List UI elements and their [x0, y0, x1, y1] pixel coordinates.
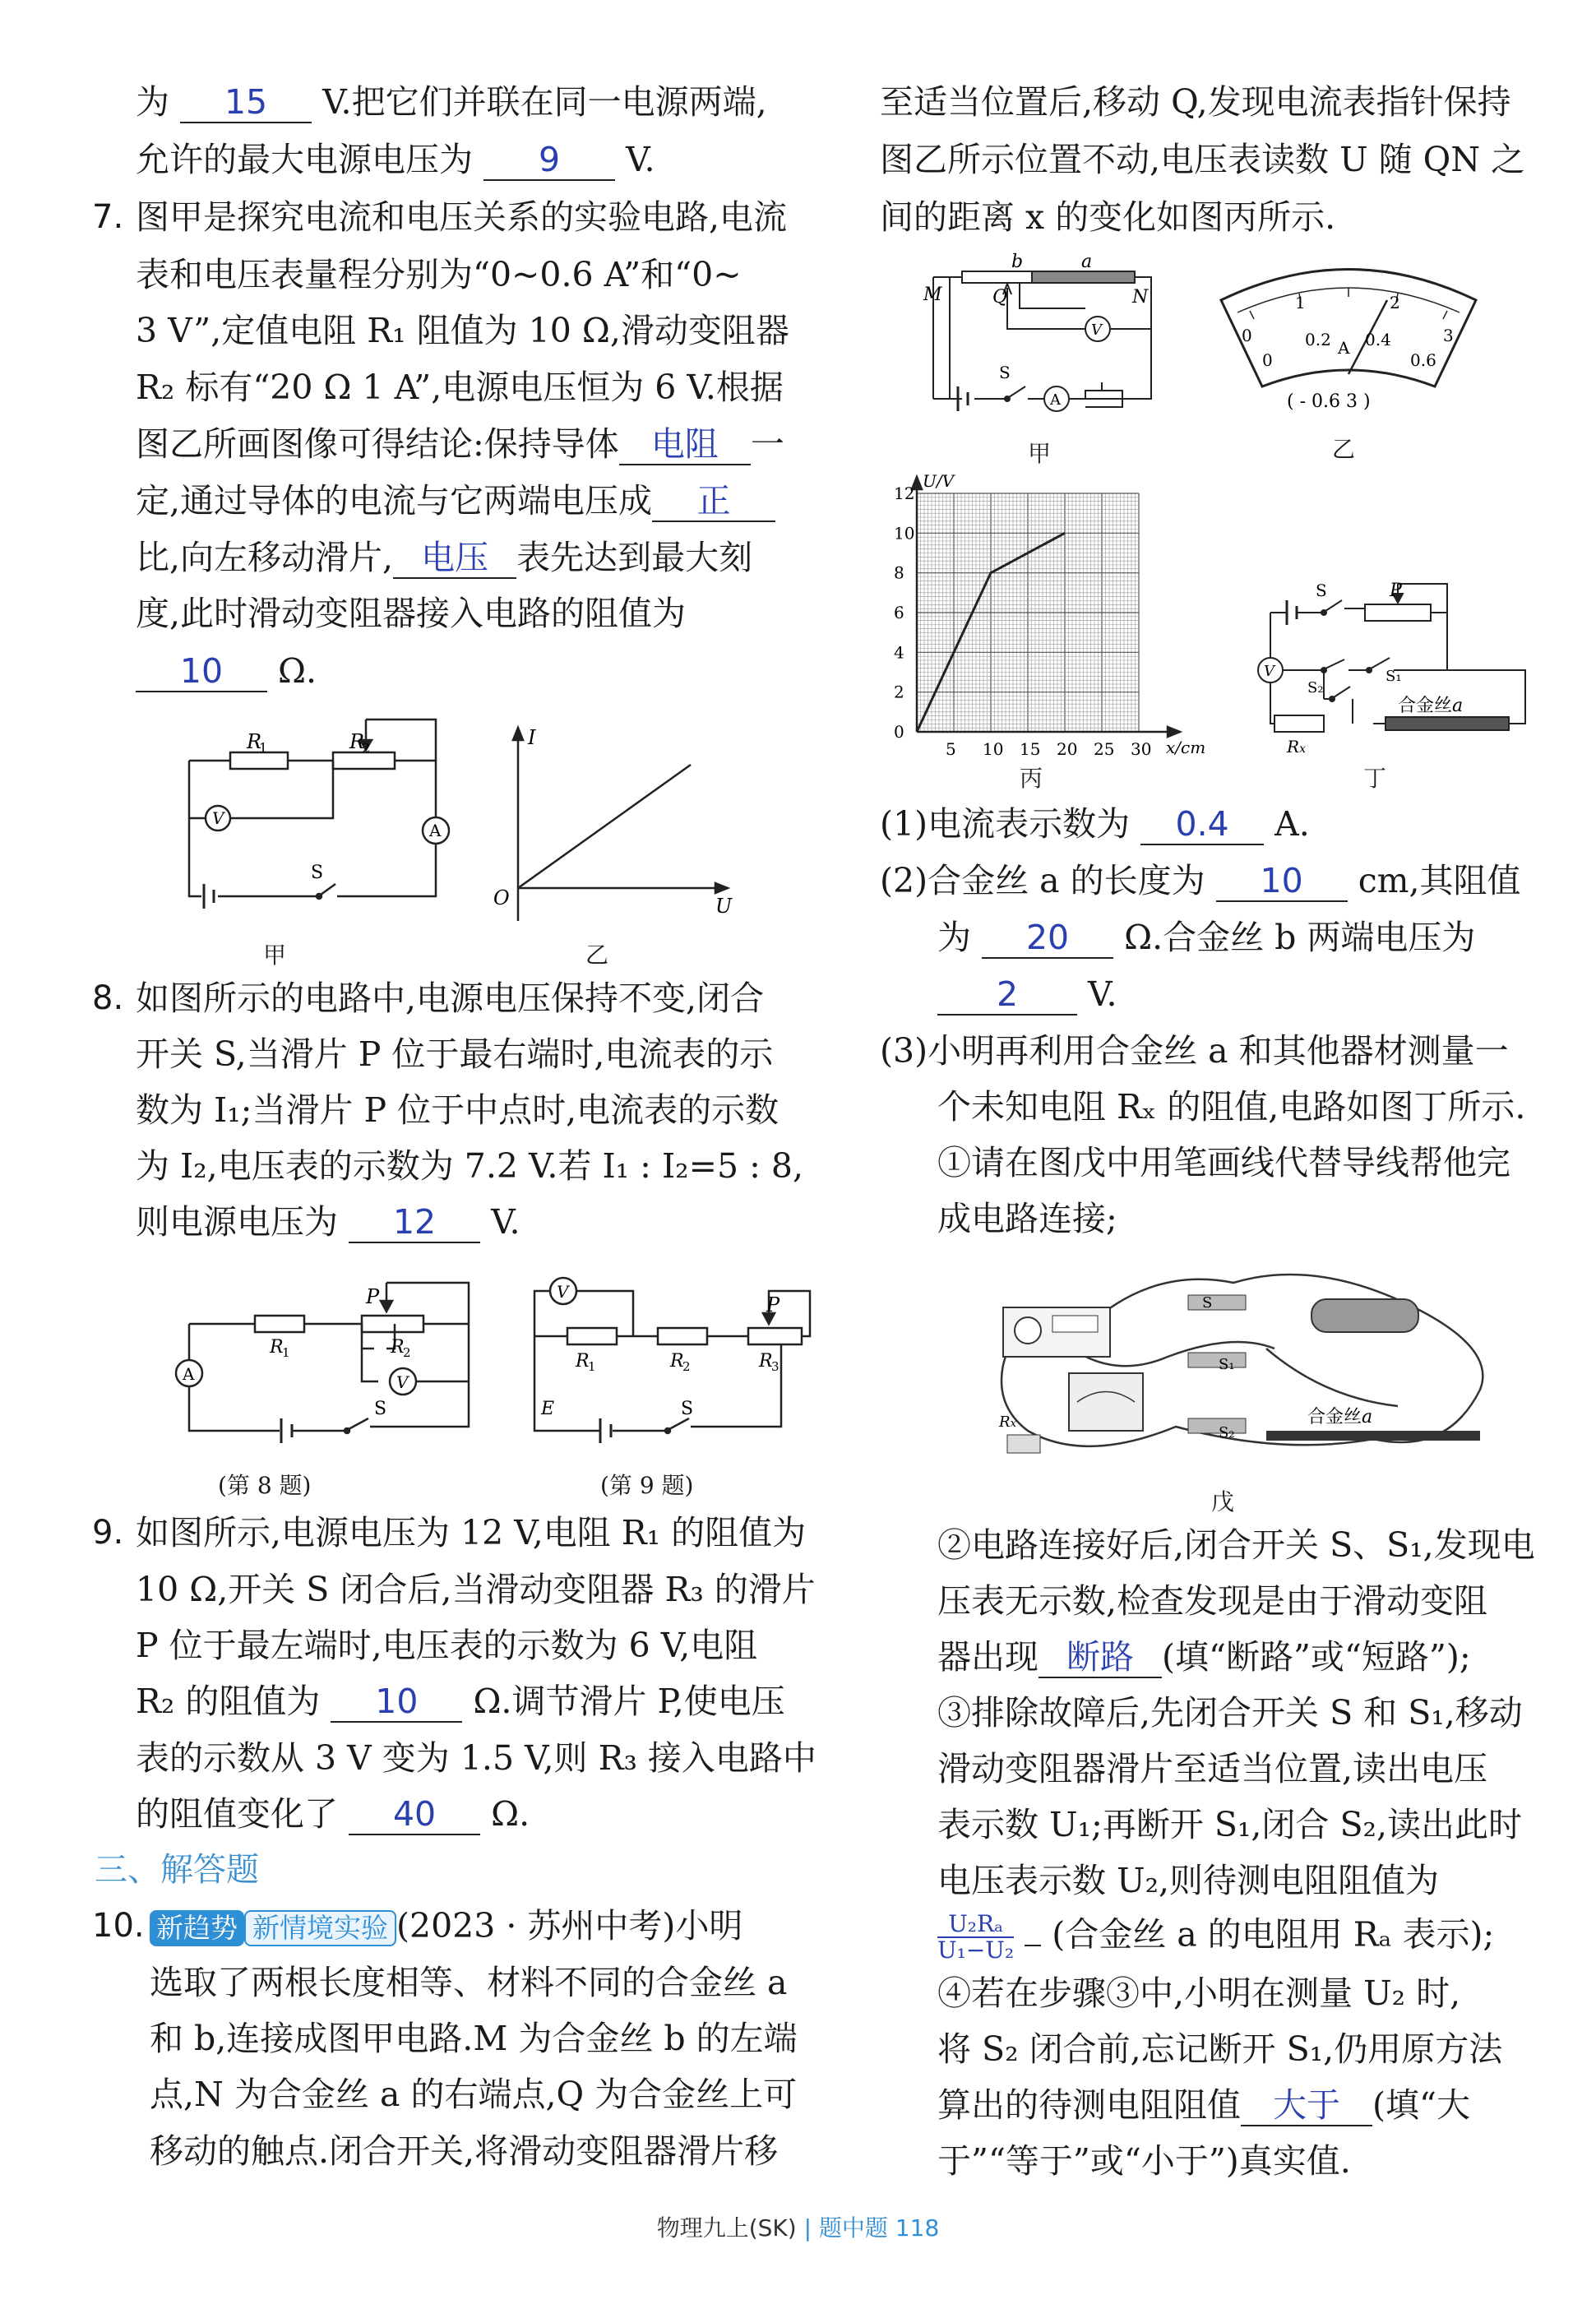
svg-text:R: R — [247, 730, 262, 753]
answer-blank: 40 — [349, 1794, 480, 1835]
step2-line1: ②电路连接好后,闭合开关 S、S₁,发现电 — [937, 1525, 1535, 1565]
svg-text:3: 3 — [771, 1359, 779, 1374]
svg-text:1: 1 — [1295, 293, 1306, 312]
y-tick-label: 2 — [894, 682, 904, 702]
svg-text:b: b — [1011, 252, 1024, 272]
x-tick-label: 10 — [983, 739, 1004, 759]
answer-blank: 正 — [652, 481, 775, 522]
q6-line1: 为 15 V.把它们并联在同一电源两端, — [136, 82, 767, 122]
q7-line9: 10 Ω. — [136, 651, 317, 692]
answer-blank: 9 — [483, 140, 615, 181]
trend-tag: 新趋势 — [150, 1910, 244, 1946]
q8-circuit — [164, 1266, 477, 1455]
q9-number: 9. — [92, 1514, 124, 1552]
answer-blank: 20 — [982, 918, 1113, 959]
svg-text:Rx: Rx — [1287, 737, 1306, 756]
page-number: 118 — [895, 2214, 940, 2242]
part1-line: (1)电流表示数为 0.4 A. — [880, 804, 1310, 844]
svg-text:M: M — [923, 285, 942, 305]
q7-line8: 度,此时滑动变阻器接入电路的阻值为 — [136, 594, 687, 633]
x-tick-label: 20 — [1057, 739, 1078, 759]
svg-text:S: S — [681, 1399, 694, 1419]
svg-text:合金丝a: 合金丝a — [1307, 1407, 1373, 1427]
fig-jia-caption: 甲 — [1028, 440, 1052, 467]
part2-line3: 2 V. — [937, 974, 1117, 1016]
q10-number: 10. — [92, 1907, 145, 1945]
fig-yi-caption: 乙 — [1332, 436, 1356, 463]
svg-text:Rx: Rx — [999, 1413, 1016, 1431]
part2-line2: 为 20 Ω.合金丝 b 两端电压为 — [937, 918, 1476, 957]
svg-text:合金丝a: 合金丝a — [1398, 696, 1464, 716]
q7-graph-yi — [477, 715, 740, 929]
q10-cont-line1: 至适当位置后,移动 Q,发现电流表指针保持 — [880, 82, 1511, 122]
q8-line2: 开关 S,当滑片 P 位于最右端时,电流表的示 — [136, 1034, 774, 1074]
svg-text:S: S — [374, 1399, 387, 1419]
svg-text:( - 0.6 3 ): ( - 0.6 3 ) — [1287, 391, 1371, 412]
answer-blank: 15 — [180, 82, 312, 123]
q7-line2: 表和电压表量程分别为“0~0.6 A”和“0~ — [136, 255, 742, 294]
step2-line3: 器出现 断路 (填“断路”或“短路”); — [937, 1637, 1471, 1677]
step4-line1: ④若在步骤③中,小明在测量 U₂ 时, — [937, 1973, 1461, 2013]
q7-number: 7. — [92, 198, 124, 236]
book-title: 物理九上(SK) — [656, 2214, 797, 2242]
answer-blank: 电阻 — [619, 424, 751, 465]
q10-line2: 选取了两根长度相等、材料不同的合金丝 a — [150, 1963, 788, 2002]
svg-text:E: E — [541, 1399, 555, 1419]
x-tick-label: 15 — [1020, 739, 1041, 759]
y-tick-label: 10 — [894, 523, 915, 544]
svg-text:V: V — [1264, 663, 1274, 680]
step3-line2: 滑动变阻器滑片至适当位置,读出电压 — [937, 1749, 1488, 1788]
q8-line1: 如图所示的电路中,电源电压保持不变,闭合 — [136, 979, 765, 1018]
svg-text:A: A — [1338, 338, 1350, 358]
svg-text:S₂: S₂ — [1307, 679, 1324, 696]
footer-label: 题中题 — [818, 2214, 888, 2242]
q10-line5: 移动的触点.闭合开关,将滑动变阻器滑片移 — [150, 2131, 779, 2171]
q8-fig-caption: (第 8 题) — [218, 1472, 312, 1499]
svg-text:R: R — [576, 1351, 590, 1372]
svg-text:0.6: 0.6 — [1410, 350, 1436, 370]
q9-line6: 的阻值变化了 40 Ω. — [136, 1794, 530, 1834]
y-tick-label: 0 — [894, 722, 904, 742]
q8-line5: 则电源电压为 12 V. — [136, 1202, 520, 1242]
svg-text:S₁: S₁ — [1386, 668, 1402, 685]
q7-line7: 比,向左移动滑片, 电压 表先达到最大刻 — [136, 538, 753, 577]
svg-text:1: 1 — [282, 1345, 290, 1360]
step4-line3: 算出的待测电阻阻值 大于 (填“大 — [937, 2085, 1470, 2125]
section-heading: 三、解答题 — [95, 1851, 259, 1889]
q10-ammeter-yi — [1213, 263, 1484, 428]
q10-circuit-jia — [917, 252, 1246, 428]
q10-line3: 和 b,连接成图甲电路.M 为合金丝 b 的左端 — [150, 2019, 798, 2058]
svg-text:0.4: 0.4 — [1365, 330, 1391, 349]
q8-line3: 数为 I₁;当滑片 P 位于中点时,电流表的示数 — [136, 1090, 779, 1130]
svg-text:1: 1 — [259, 740, 268, 756]
step4-line2: 将 S₂ 闭合前,忘记断开 S₁,仍用原方法 — [937, 2029, 1503, 2069]
y-tick-label: 6 — [894, 603, 904, 622]
graph-ylabel: U/V — [923, 471, 955, 491]
fig-bing-caption: 丙 — [1020, 765, 1043, 792]
q9-line3: P 位于最左端时,电压表的示数为 6 V,电阻 — [136, 1626, 758, 1665]
q7-line3: 3 V”,定值电阻 R₁ 阻值为 10 Ω,滑动变阻器 — [136, 311, 789, 350]
q9-line2: 10 Ω,开关 S 闭合后,当滑动变阻器 R₃ 的滑片 — [136, 1570, 816, 1609]
q9-fig-caption: (第 9 题) — [600, 1472, 694, 1499]
svg-text:O: O — [493, 886, 510, 909]
answer-blank: 大于 — [1241, 2085, 1372, 2126]
q7-line5: 图乙所画图像可得结论:保持导体 电阻 一 — [136, 424, 784, 464]
graph-xlabel: x/cm — [1166, 738, 1206, 757]
q7-circuit-jia — [181, 715, 493, 929]
svg-text:S: S — [1316, 581, 1327, 600]
svg-text:2: 2 — [1390, 293, 1400, 312]
svg-text:0: 0 — [1262, 350, 1273, 370]
svg-text:a: a — [1081, 252, 1093, 272]
q10-line4: 点,N 为合金丝 a 的右端点,Q 为合金丝上可 — [150, 2075, 798, 2114]
svg-text:S₁: S₁ — [1219, 1356, 1235, 1373]
y-tick-label: 8 — [894, 562, 904, 583]
answer-blank: 10 — [331, 1682, 462, 1723]
svg-text:S₂: S₂ — [1219, 1424, 1235, 1441]
step2-line2: 压表无示数,检查发现是由于滑动变阻 — [937, 1581, 1488, 1621]
svg-text:S: S — [1202, 1294, 1213, 1312]
y-tick-label: 4 — [894, 642, 904, 663]
x-tick-label: 5 — [946, 739, 956, 759]
svg-text:R: R — [270, 1337, 284, 1358]
svg-text:R: R — [391, 1337, 405, 1358]
svg-text:R: R — [349, 730, 365, 753]
q10-line1: 新趋势 新情境实验 (2023 · 苏州中考)小明 — [150, 1906, 742, 1946]
experiment-tag: 新情境实验 — [244, 1910, 396, 1946]
svg-text:V: V — [396, 1372, 409, 1392]
svg-text:A: A — [1050, 391, 1061, 409]
q7-line1: 图甲是探究电流和电压关系的实验电路,电流 — [136, 197, 788, 237]
q9-circuit — [518, 1266, 847, 1455]
svg-text:R: R — [670, 1351, 684, 1372]
q8-number: 8. — [92, 979, 124, 1017]
answer-blank: 10 — [136, 651, 267, 692]
svg-text:A: A — [183, 1364, 195, 1384]
svg-text:R: R — [759, 1351, 773, 1372]
part3-line1: (3)小明再利用合金丝 a 和其他器材测量一 — [880, 1031, 1509, 1071]
step3-line3: 表示数 U₁;再断开 S₁,闭合 S₂,读出此时 — [937, 1805, 1523, 1844]
svg-text:0: 0 — [1242, 326, 1252, 345]
svg-text:V: V — [1091, 322, 1102, 339]
svg-text:I: I — [528, 726, 536, 749]
svg-text:0.2: 0.2 — [1305, 330, 1331, 349]
q10-circuit-ding — [1242, 576, 1538, 765]
q9-line1: 如图所示,电源电压为 12 V,电阻 R₁ 的阻值为 — [136, 1513, 807, 1552]
svg-text:S: S — [999, 363, 1011, 382]
svg-text:2: 2 — [403, 1345, 411, 1360]
part2-line1: (2)合金丝 a 的长度为 10 cm,其阻值 — [880, 861, 1521, 900]
svg-text:3: 3 — [1443, 326, 1454, 345]
fig-wu-caption: 戊 — [1211, 1488, 1235, 1515]
svg-text:P: P — [366, 1285, 380, 1308]
x-tick-label: 30 — [1131, 739, 1152, 759]
part3-line4: 成电路连接; — [937, 1199, 1117, 1238]
part3-line3: ①请在图戊中用笔画线代替导线帮他完 — [937, 1143, 1510, 1182]
svg-text:U: U — [715, 895, 733, 918]
q10-graph-bing — [880, 469, 1258, 781]
page-footer — [0, 2210, 1596, 2243]
part3-line2: 个未知电阻 Rₓ 的阻值,电路如图丁所示. — [937, 1087, 1526, 1127]
svg-text:A: A — [429, 821, 442, 840]
answer-blank: 12 — [349, 1202, 480, 1243]
svg-text:Q: Q — [992, 287, 1008, 308]
svg-text:2: 2 — [682, 1359, 691, 1374]
svg-text:P: P — [1390, 581, 1402, 601]
step3-line1: ③排除故障后,先闭合开关 S 和 S₁,移动 — [937, 1693, 1523, 1733]
svg-text:N: N — [1132, 287, 1149, 308]
q6-line2: 允许的最大电源电压为 9 V. — [136, 140, 655, 179]
q7-line6: 定,通过导体的电流与它两端电压成 正 — [136, 481, 775, 522]
fig-ding-caption: 丁 — [1363, 765, 1387, 792]
step4-line4: 于”“等于”或“小于”)真实值. — [937, 2141, 1351, 2181]
footer-separator: | — [803, 2214, 812, 2242]
q10-cont-line3: 间的距离 x 的变化如图丙所示. — [880, 197, 1336, 237]
answer-blank: 2 — [937, 974, 1077, 1016]
q7-fig-jia-caption: 甲 — [263, 942, 287, 969]
svg-text:1: 1 — [588, 1359, 596, 1374]
svg-text:S: S — [311, 863, 324, 883]
q7-fig-yi-caption: 乙 — [585, 942, 609, 969]
svg-text:V: V — [557, 1282, 569, 1302]
answer-blank: 断路 — [1039, 1637, 1162, 1678]
q9-line4: R₂ 的阻值为 10 Ω.调节滑片 P,使电压 — [136, 1682, 785, 1721]
answer-blank: 10 — [1216, 861, 1348, 902]
svg-text:2: 2 — [362, 740, 371, 756]
q10-apparatus-wu — [987, 1250, 1513, 1488]
svg-text:P: P — [766, 1293, 780, 1316]
answer-fraction: $\frac{\text{U₂Rₐ}}{\text{U₁−U₂}}$ — [937, 1910, 1015, 1964]
q7-line4: R₂ 标有“20 Ω 1 A”,电源电压恒为 6 V.根据 — [136, 368, 784, 407]
x-tick-label: 25 — [1094, 739, 1115, 759]
svg-text:V: V — [212, 808, 224, 828]
y-tick-label: 12 — [894, 483, 915, 503]
step3-line4: 电压表示数 U₂,则待测电阻阻值为 — [937, 1861, 1440, 1900]
q8-line4: 为 I₂,电压表的示数为 7.2 V.若 I₁ : I₂=5 : 8, — [136, 1146, 804, 1186]
q9-line5: 表的示数从 3 V 变为 1.5 V,则 R₃ 接入电路中 — [136, 1738, 817, 1778]
answer-blank: 0.4 — [1140, 804, 1264, 845]
answer-blank: 电压 — [393, 538, 516, 579]
q10-cont-line2: 图乙所示位置不动,电压表读数 U 随 QN 之 — [880, 140, 1525, 179]
step3-line5: $\frac{\text{U₂Rₐ}}{\text{U₁−U₂}}$ (合金丝 a 的电阻用 Rₐ 表示); — [937, 1910, 1495, 1964]
